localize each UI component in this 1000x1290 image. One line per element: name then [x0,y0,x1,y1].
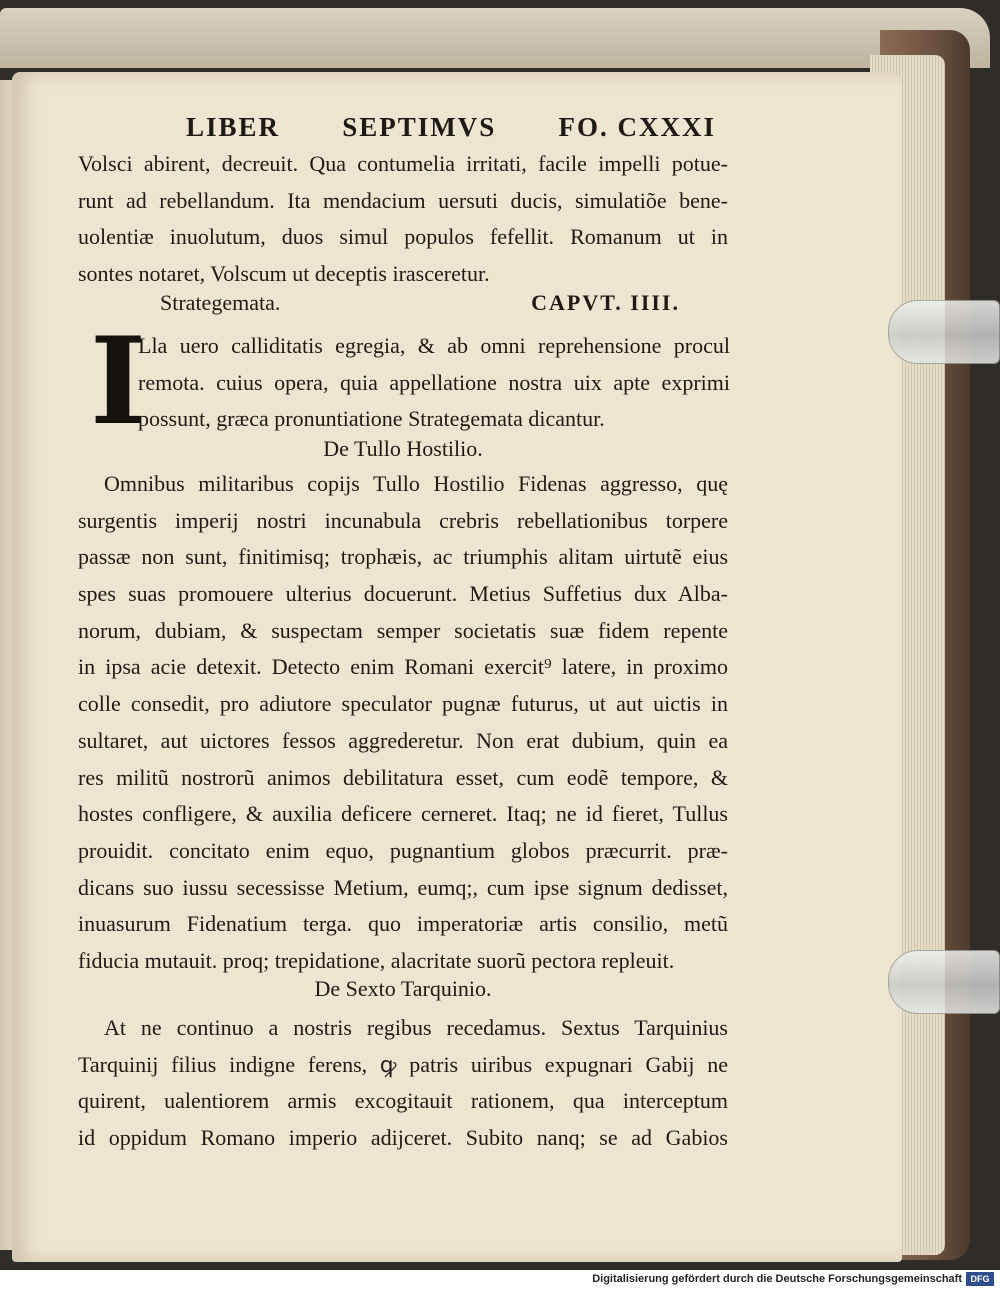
running-header [186,112,716,143]
section-tullo-body [78,466,728,980]
text-line: sontes notaret, Volscum ut deceptis irasceretur. [78,261,490,287]
opening-paragraph [78,146,728,293]
text-line: dicans suo iussu secessisse Metium, eumq;, cum ipse signum dedisset, [78,874,728,900]
text-line: remota. cuius opera, quia appellatione nostra uix apte exprimi [138,369,730,395]
text-line: prouidit. concitato enim equo, pugnantium globos præcurrit. præ- [78,837,728,863]
text-line: possunt, græca pronuntiatione Strategemata dicantur. [138,406,605,432]
text-line: in ipsa acie detexit. Detecto enim Romani exercit⁹ latere, in proximo [78,654,728,680]
text-line: uolentiæ inuolutum, duos simul populos fefellit. Romanum ut in [78,224,728,250]
text-line: Omnibus militaribus copijs Tullo Hostilio Fidenas aggresso, quę [104,471,728,496]
chapter-number: CAPVT. IIII. [531,290,680,315]
header-liber: LIBER [186,112,281,142]
text-line: fiducia mutauit. proq; trepidatione, alacritate suorũ pectora repleuit. [78,947,675,973]
text-line: Tarquinij filius indigne ferens, ꝙ patris uiribus expugnari Gabij ne [78,1051,728,1077]
footer-credit: Digitalisierung gefördert durch die Deutsche Forschungsgemeinschaft [592,1273,962,1285]
text-line: spes suas promouere ulterius docuerunt. Metius Suffetius dux Alba- [78,581,728,607]
text-line: colle consedit, pro adiutore speculator pugnæ futurus, ut aut uictis in [78,691,728,717]
text-line: norum, dubiam, & suspectam semper societatis suæ fidem repente [78,617,728,643]
header-folio: FO. CXXXI [558,112,716,142]
text-line: id oppidum Romano imperio adijceret. Subito nanq; se ad Gabios [78,1125,728,1151]
text-line: surgentis imperij nostri incunabula crebris rebellationibus torpere [78,507,728,533]
text-line: At ne continuo a nostris regibus recedamus. Sextus Tarquinius [104,1015,728,1040]
digitization-footer [0,1270,1000,1290]
text-line: res militũ nostrorũ animos debilitatura esset, cum eodẽ tempore, & [78,764,728,790]
chapter-heading [160,290,680,316]
page-clip-top [888,300,1000,364]
section-title-tarquinio: De Sexto Tarquinio. [314,976,492,1001]
text-line: passæ non sunt, finitimisq; trophæis, ac triumphis alitam uirtutẽ eius [78,544,728,570]
text-line: runt ad rebellandum. Ita mendacium uersuti ducis, simulatiõe bene- [78,187,728,213]
text-line: sultaret, aut uictores fessos aggrederetur. Non erat dubium, quin ea [78,727,728,753]
text-line: hostes confligere, & auxilia deficere cerneret. Itaq; ne id fieret, Tullus [78,801,728,827]
drop-cap: I [90,311,147,452]
chapter-label: Strategemata. [160,290,281,315]
book-top-edge [0,8,990,68]
text-line: quirent, ualentiorem armis excogitauit rationem, qua interceptum [78,1088,728,1114]
header-septimus: SEPTIMVS [342,112,497,142]
text-line: Lla uero calliditatis egregia, & ab omni reprehensione procul [138,333,730,358]
dfg-logo: DFG [966,1272,994,1286]
section-title-tullo: De Tullo Hostilio. [323,436,483,461]
text-line: Volsci abirent, decreuit. Qua contumelia irritati, facile impelli potue- [78,151,728,176]
text-line: inuasurum Fidenatium terga. quo imperatoriæ artis consilio, metũ [78,911,728,937]
page-clip-bottom [888,950,1000,1014]
section-tarquinio-body [78,1010,728,1157]
